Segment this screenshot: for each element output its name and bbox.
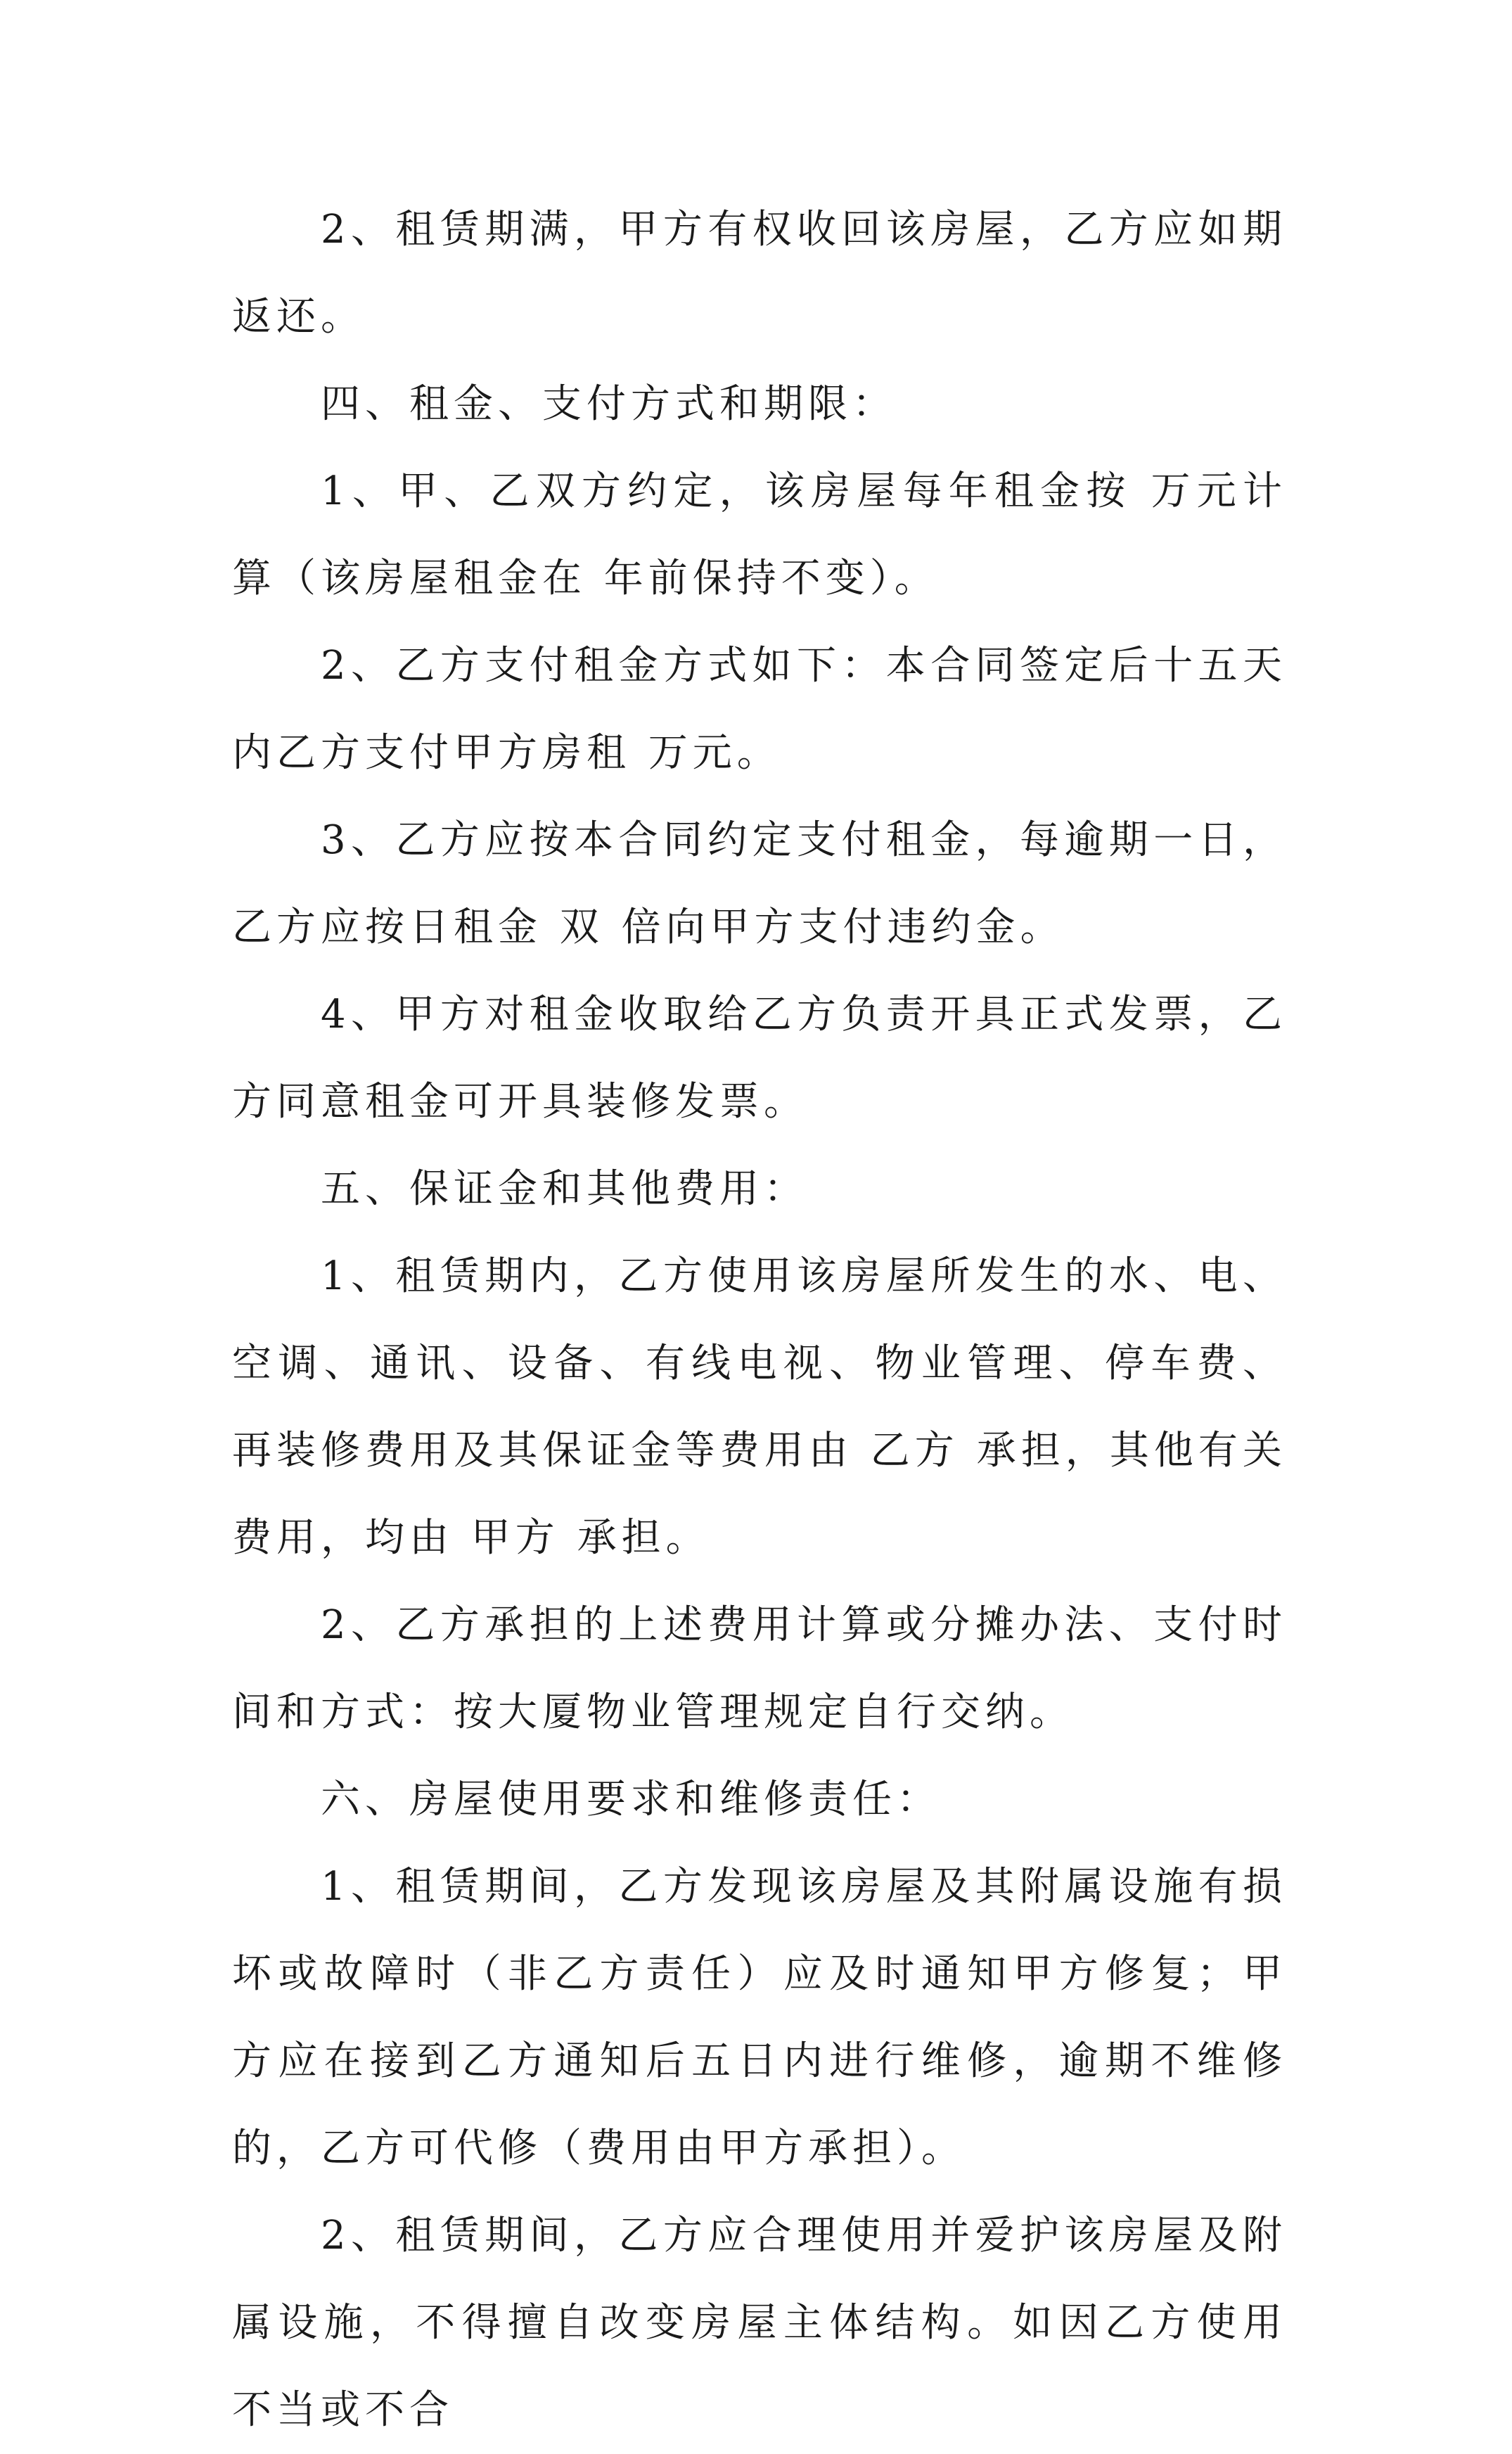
paragraph-late-penalty: 3、乙方应按本合同约定支付租金，每逾期一日，乙方应按日租金 双 倍向甲方支付违约金。	[232, 817, 1287, 950]
contract-body	[232, 186, 1287, 2454]
paragraph-repairs: 1、租赁期间，乙方发现该房屋及其附属设施有损坏或故障时（非乙方责任）应及时通知甲方修复；甲方应在接到乙方通知后五日内进行维修，逾期不维修的，乙方可代修（费用由甲方承担）。	[232, 1864, 1287, 2171]
paragraph-lease-expiry: 2、租赁期满，甲方有权收回该房屋，乙方应如期返还。	[232, 207, 1287, 340]
paragraph-invoice: 4、甲方对租金收取给乙方负责开具正式发票，乙方同意租金可开具装修发票。	[232, 992, 1287, 1125]
paragraph-payment-method: 2、乙方支付租金方式如下：本合同签定后十五天内乙方支付甲方房租 万元。	[232, 643, 1287, 776]
section-heading-maintenance: 六、房屋使用要求和维修责任：	[321, 1777, 941, 1822]
section-heading-deposit: 五、保证金和其他费用：	[321, 1166, 808, 1212]
paragraph-proper-use: 2、租赁期间，乙方应合理使用并爱护该房屋及附属设施，不得擅自改变房屋主体结构。如因乙方使用不当或不合	[232, 2213, 1287, 2433]
paragraph-fee-payment: 2、乙方承担的上述费用计算或分摊办法、支付时间和方式：按大厦物业管理规定自行交纳。	[232, 1602, 1287, 1735]
paragraph-annual-rent: 1、甲、乙双方约定，该房屋每年租金按 万元计算（该房屋租金在 年前保持不变）。	[232, 468, 1287, 601]
paragraph-fees: 1、租赁期内，乙方使用该房屋所发生的水、电、空调、通讯、设备、有线电视、物业管理、停车费、再装修费用及其保证金等费用由 乙方 承担，其他有关费用，均由 甲方 承担。	[232, 1253, 1287, 1561]
section-heading-rent: 四、租金、支付方式和期限：	[321, 381, 897, 427]
